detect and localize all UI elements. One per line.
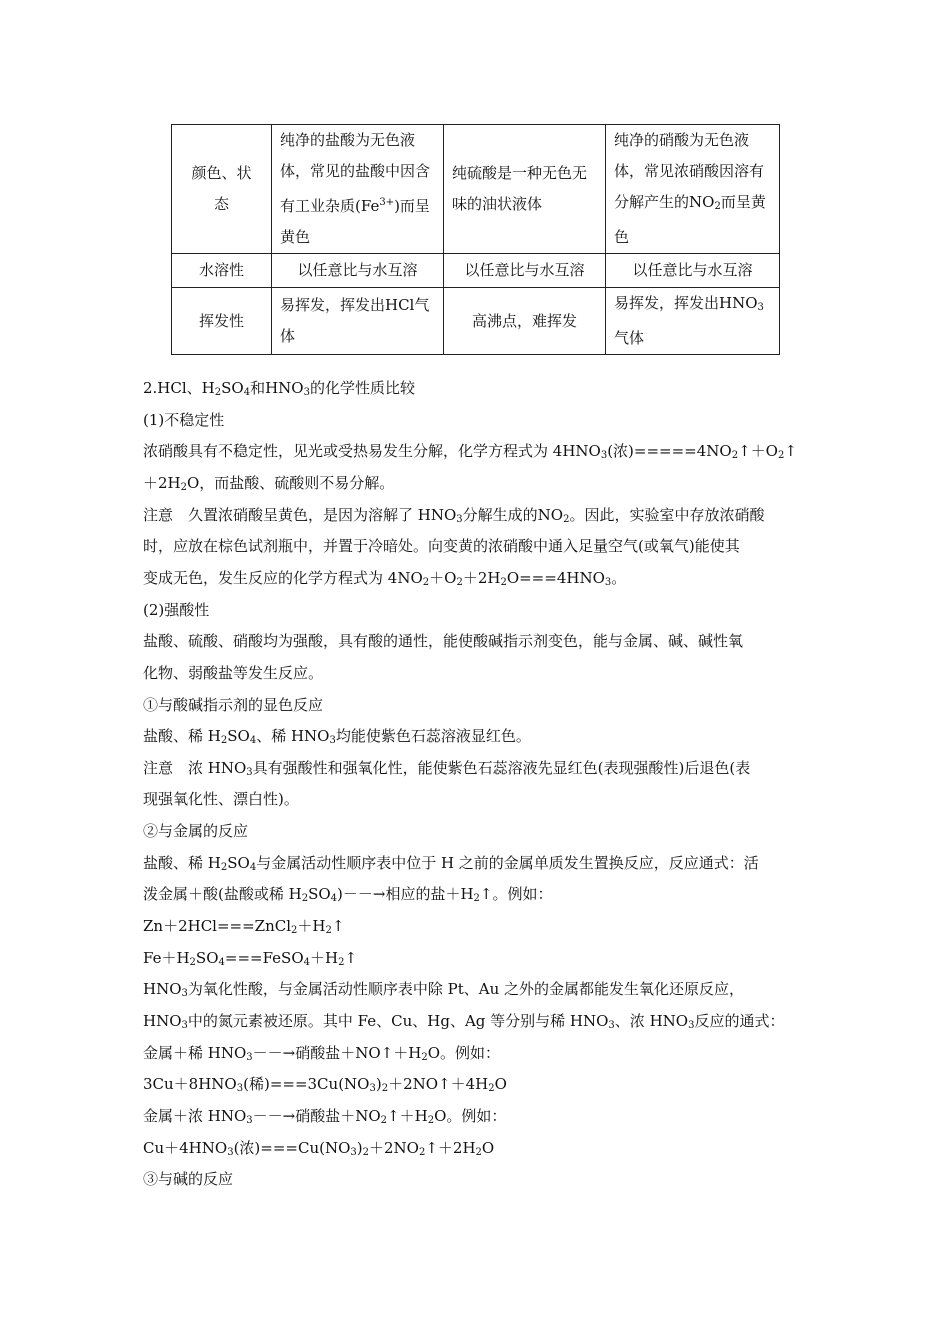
text-line: 盐酸、稀 $H_2SO_4$、稀 $HNO_3$均能使紫色石蕊溶液显红色。 [143, 727, 531, 747]
acid-physical-properties-table [171, 124, 780, 355]
table-row [172, 254, 780, 288]
text-line: $Fe+H_2SO_4===FeSO_4+H_2↑$ [143, 948, 358, 968]
text-line: 变成无色，发生反应的化学方程式为 $4NO_2+O_2+2H_2O===4HNO_3$。 [143, 568, 627, 588]
text-line: ①与酸碱指示剂的显色反应 [143, 695, 324, 714]
text-line: 注意 久置浓硝酸呈黄色，是因为溶解了 $HNO_3$分解生成的$NO_2$。因此，实验室中存放浓硝酸 [143, 505, 765, 525]
text-line: 金属＋浓 $HNO_3--\to$硝酸盐$+NO_2↑+H_2O$。例如： [143, 1106, 507, 1126]
cell-hno3-color: 纯净的硝酸为无色液体，常见浓硝酸因溶有分解产生的$NO_2$而呈黄色 [606, 125, 780, 254]
text-line: ②与金属的反应 [143, 822, 249, 841]
cell-h2so4-volatility: 高沸点，难挥发 [444, 288, 606, 355]
text-line: 2.HCl、$H_2SO_4$和$HNO_3$的化学性质比较 [143, 379, 415, 398]
text-line: $Cu+4HNO_3$(浓)$===Cu(NO_3)_2+2NO_2↑+2H_2O$ [143, 1138, 495, 1158]
cell-hcl-color: 纯净的盐酸为无色液体，常见的盐酸中因含有工业杂质$(Fe^{3+})$而呈黄色 [272, 125, 444, 254]
cell-hno3-volatility: 易挥发，挥发出$HNO_3$气体 [606, 288, 780, 355]
text-line: 注意 浓 $HNO_3$具有强酸性和强氧化性，能使紫色石蕊溶液先显红色(表现强酸性)后退色(表 [143, 758, 751, 778]
row-header-solubility: 水溶性 [172, 254, 272, 288]
text-line: 时，应放在棕色试剂瓶中，并置于冷暗处。向变黄的浓硝酸中通入足量空气(或氧气)能使其 [143, 537, 740, 556]
text-line: 化物、弱酸盐等发生反应。 [143, 663, 324, 682]
cell-hno3-solubility: 以任意比与水互溶 [606, 254, 780, 288]
cell-h2so4-color: 纯硫酸是一种无色无味的油状液体 [444, 125, 606, 254]
text-line: $HNO_3$为氧化性酸，与金属活动性顺序表中除 Pt、Au 之外的金属都能发生氧化还原反应， [143, 980, 745, 1000]
text-line: 泼金属＋酸(盐酸或稀 $H_2SO_4)--\to$相应的盐$+H_2↑$。例如： [143, 885, 553, 905]
table-row [172, 288, 780, 355]
text-line: $+2H_2O$，而盐酸、硫酸则不易分解。 [143, 473, 395, 493]
row-header-color-state: 颜色、状 态 [172, 125, 272, 254]
table-row [172, 125, 780, 254]
cell-hcl-volatility: 易挥发，挥发出HCl气体 [272, 288, 444, 355]
cell-h2so4-solubility: 以任意比与水互溶 [444, 254, 606, 288]
text-line: $HNO_3$中的氮元素被还原。其中 Fe、Cu、Hg、Ag 等分别与稀 $HNO_3$、浓 $HNO_3$反应的通式： [143, 1012, 785, 1031]
text-line: 现强氧化性、漂白性)。 [143, 790, 299, 809]
text-line: 盐酸、稀 $H_2SO_4$与金属活动性顺序表中位于 H 之前的金属单质发生置换反应，反应通式：活 [143, 853, 759, 873]
text-line: 浓硝酸具有不稳定性，见光或受热易发生分解，化学方程式为 $4HNO_3$(浓)$=====4NO_2↑+O_2↑$ [143, 442, 797, 462]
cell-hcl-solubility: 以任意比与水互溶 [272, 254, 444, 288]
row-header-volatility: 挥发性 [172, 288, 272, 355]
text-line: ③与碱的反应 [143, 1170, 234, 1189]
text-line: (1)不稳定性 [143, 410, 225, 429]
text-line: 盐酸、硫酸、硝酸均为强酸，具有酸的通性，能使酸碱指示剂变色，能与金属、碱、碱性氧 [143, 632, 744, 651]
text-line: 金属＋稀 $HNO_3--\to$硝酸盐$+NO↑+H_2O$。例如： [143, 1043, 500, 1063]
text-line: $Zn+2HCl===ZnCl_2+H_2↑$ [143, 917, 345, 937]
text-line: (2)强酸性 [143, 600, 210, 619]
text-line: $3Cu+8HNO_3$(稀)$===3Cu(NO_3)_2+2NO↑+4H_2O$ [143, 1075, 507, 1095]
